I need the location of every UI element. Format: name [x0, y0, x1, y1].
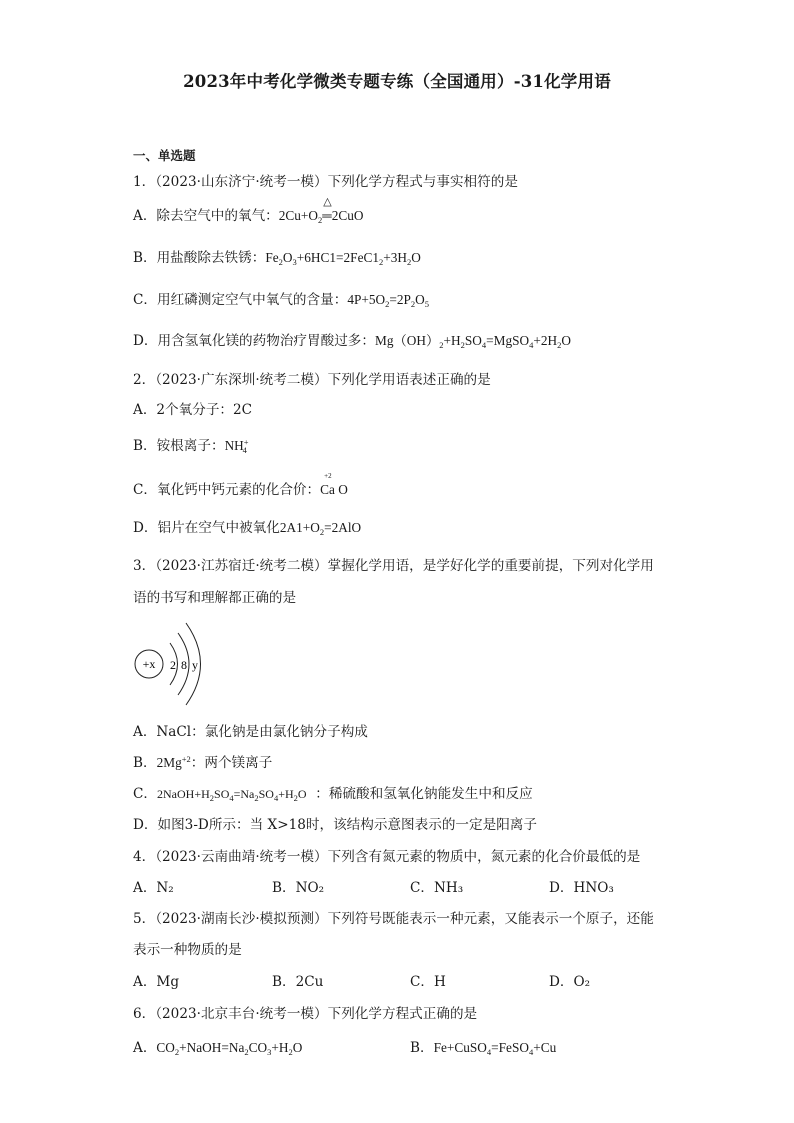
question-3-option-d: D．如图3-D所示：当 X>18时，该结构示意图表示的一定是阳离子 — [133, 817, 537, 833]
question-1-option-b: B．用盐酸除去铁锈：$Fe_2O_3+6HC1=2FeC1_2+3H_2O$ — [133, 250, 421, 267]
question-5-stem-line2: 表示一种物质的是 — [133, 942, 242, 958]
question-1-option-c: C．用红磷测定空气中氧气的含量：$4P+5O_2=2P_2O_5$ — [133, 292, 430, 309]
question-4-option-c: C．NH₃ — [410, 880, 464, 896]
question-5-option-c: C．H — [410, 974, 446, 990]
question-6-option-a: A．$CO_2+NaOH=Na_2CO_3+H_2O$ — [133, 1040, 303, 1057]
question-3-option-b: B．$2Mg^{+2}$：两个镁离子 — [133, 754, 273, 771]
question-2-option-d: D．铝片在空气中被氧化$2A1+O_2=2AlO$ — [133, 520, 362, 537]
question-4-option-a: A．N₂ — [133, 880, 174, 896]
shell-electron-counts: 2 8 y — [170, 658, 199, 672]
question-6-stem: 6．（2023·北京丰台·统考一模）下列化学方程式正确的是 — [133, 1006, 478, 1022]
question-2-stem: 2．（2023·广东深圳·统考二模）下列化学用语表述正确的是 — [133, 372, 491, 388]
question-3-option-a: A．NaCl：氯化钠是由氯化钠分子构成 — [133, 724, 368, 740]
question-4-stem: 4．（2023·云南曲靖·统考一模）下列含有氮元素的物质中，氮元素的化合价最低的是 — [133, 849, 641, 865]
question-3-stem-line2: 语的书写和理解都正确的是 — [133, 590, 297, 606]
question-5-option-b: B．2Cu — [272, 974, 324, 990]
nucleus-charge: +x — [142, 657, 156, 671]
question-2-option-c: C．氧化钙中钙元素的化合价： +2 Ca O — [133, 472, 348, 498]
section-heading: 一、单选题 — [133, 148, 196, 163]
question-4-option-b: B．NO₂ — [272, 880, 325, 896]
atomic-structure-diagram — [130, 617, 220, 711]
question-5-option-a: A．Mg — [133, 974, 180, 990]
question-1-option-d: D．用含氢氧化镁的药物治疗胃酸过多：$Mg(OH)_2+H_2SO_4=MgSO_4+2H_2O$ — [133, 333, 571, 350]
question-1-option-a: A．除去空气中的氧气：$2Cu+O_2$ △ ═2CuO — [133, 196, 364, 225]
question-3-option-c: C．$2NaOH+H_2SO_4=Na_2SO_4+H_2O$ ：稀硫酸和氢氧化钠能发生中和反应 — [133, 786, 533, 803]
question-5-option-d: D．O₂ — [549, 974, 591, 990]
question-2-option-a: A．2个氧分子：2C — [133, 402, 253, 418]
question-2-option-b: B．铵根离子：$NH^+_4$ — [133, 437, 249, 455]
question-6-option-b: B．Fe+CuSO$_4$=FeSO$_4$+Cu — [410, 1040, 557, 1057]
question-1-stem: 1．（2023·山东济宁·统考一模）下列化学方程式与事实相符的是 — [133, 174, 518, 190]
question-5-stem-line1: 5．（2023·湖南长沙·模拟预测）下列符号既能表示一种元素，又能表示一个原子，还能 — [133, 911, 654, 927]
page-title: 2023年中考化学微类专题专练（全国通用）-31化学用语 — [183, 72, 611, 91]
question-4-option-d: D．HNO₃ — [549, 880, 614, 896]
question-3-stem-line1: 3．（2023·江苏宿迁·统考二模）掌握化学用语，是学好化学的重要前提，下列对化学用 — [133, 558, 654, 574]
